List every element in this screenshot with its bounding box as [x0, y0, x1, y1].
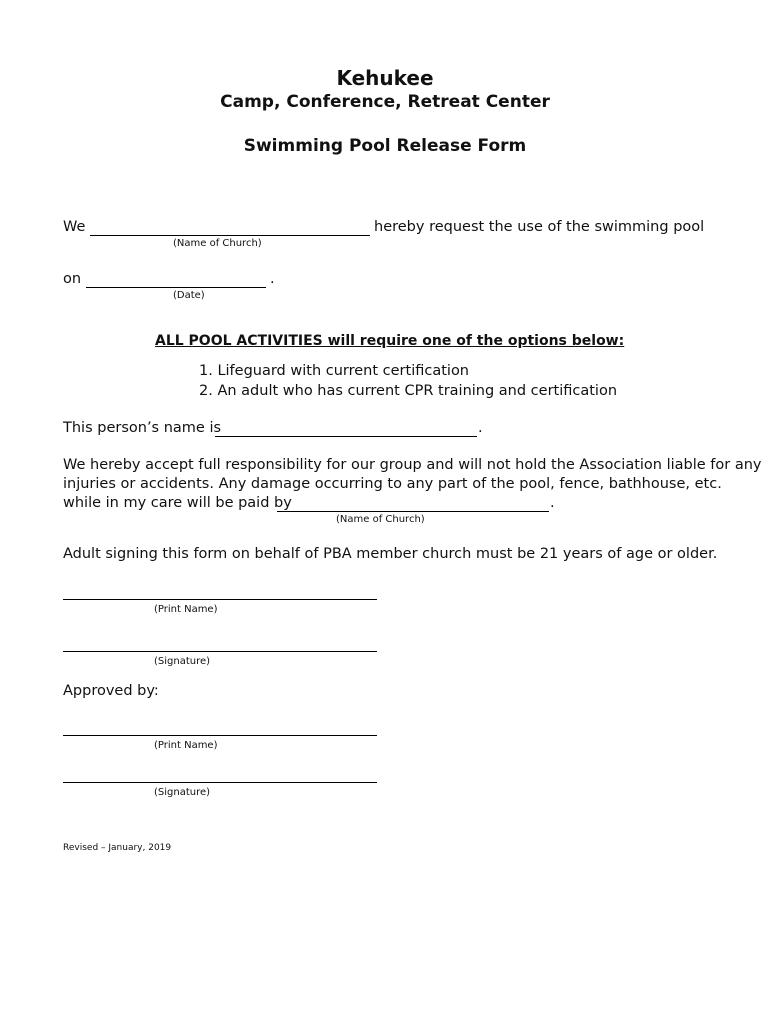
paying-church-field[interactable]	[277, 511, 549, 512]
responsibility-line-1: We hereby accept full responsibility for our group and will not hold the Association liable for any	[63, 457, 762, 473]
date-field[interactable]	[86, 287, 266, 288]
signer-print-name-field[interactable]	[63, 599, 377, 600]
approver-print-name-field[interactable]	[63, 735, 377, 736]
option-item: 2. An adult who has current CPR training and certification	[199, 383, 618, 399]
approver-signature-field[interactable]	[63, 782, 377, 783]
request-text: hereby request the use of the swimming pool	[374, 219, 705, 235]
age-notice: Adult signing this form on behalf of PBA member church must be 21 years of age or older.	[63, 546, 718, 562]
on-label: on	[63, 271, 82, 287]
church-name-field[interactable]	[90, 235, 370, 236]
paying-church-caption: (Name of Church)	[336, 514, 425, 525]
approver-print-name-caption: (Print Name)	[154, 740, 218, 751]
signer-print-name-caption: (Print Name)	[154, 604, 218, 615]
we-label: We	[63, 219, 86, 235]
form-title: Swimming Pool Release Form	[243, 136, 527, 156]
approved-by-label: Approved by:	[63, 683, 159, 699]
approver-signature-caption: (Signature)	[154, 787, 211, 798]
person-name-label: This person’s name is	[63, 420, 222, 436]
responsibility-line-2: injuries or accidents. Any damage occurring to any part of the pool, fence, bathhouse, etc.	[63, 476, 722, 492]
option-item: 1. Lifeguard with current certification	[199, 363, 469, 379]
date-caption: (Date)	[173, 290, 205, 301]
org-subtitle: Camp, Conference, Retreat Center	[220, 92, 550, 112]
person-name-period: .	[478, 420, 483, 436]
org-name: Kehukee	[336, 66, 434, 90]
responsibility-period: .	[550, 495, 555, 511]
revised-note: Revised – January, 2019	[63, 843, 172, 853]
activities-heading: ALL POOL ACTIVITIES will require one of the options below:	[155, 333, 625, 349]
church-name-caption: (Name of Church)	[173, 238, 262, 249]
responsibility-line-3: while in my care will be paid by	[63, 495, 292, 511]
signer-signature-caption: (Signature)	[154, 656, 211, 667]
person-name-field[interactable]	[215, 436, 477, 437]
date-period: .	[270, 271, 275, 287]
signer-signature-field[interactable]	[63, 651, 377, 652]
